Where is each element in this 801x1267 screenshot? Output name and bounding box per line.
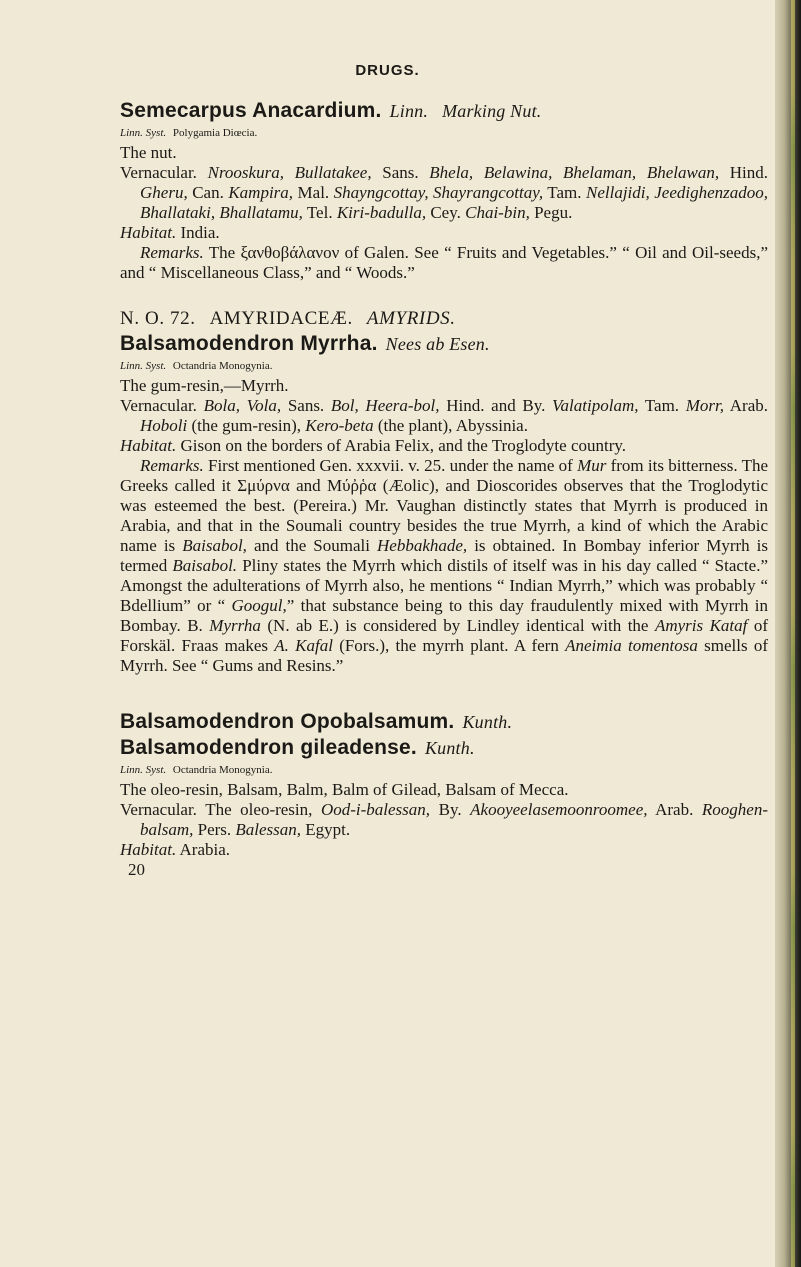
italic-run: Bola, Vola, <box>203 396 282 415</box>
vernacular-text <box>140 396 768 435</box>
italic-run: Morr, <box>685 396 725 415</box>
habitat <box>120 840 768 860</box>
species-name: Semecarpus Anacardium. <box>120 99 382 122</box>
system-value: Polygamia Diœcia. <box>172 127 258 139</box>
italic-run: Chai-bin, <box>465 203 530 222</box>
italic-run: Ood-i-balessan, <box>320 800 431 819</box>
text-run: Cey. <box>426 203 466 222</box>
part-used: The nut. <box>120 143 177 162</box>
italic-run: Gheru, <box>140 183 188 202</box>
italic-run: Hoboli <box>140 416 188 435</box>
system-label: Linn. Syst. <box>120 127 167 139</box>
text-run: Pegu. <box>529 203 573 222</box>
page-edge <box>775 0 801 1267</box>
text-run: Mal. <box>293 183 334 202</box>
italic-run: Baisabol. <box>172 556 238 575</box>
remarks <box>120 456 768 676</box>
text-run: The ξανθοβάλανον of Galen. See “ Fruits and Vegetables.” “ Oil and Oil-seeds,” and “ Miscellaneous Class,” and “ Woods.” <box>120 243 768 282</box>
habitat-value: Arabia. <box>179 840 231 859</box>
text-run: Tel. <box>302 203 337 222</box>
italic-run: Aneimia tomentosa <box>565 636 698 655</box>
vernacular-label: Vernacular. <box>120 396 197 415</box>
family-name: AMYRIDACEÆ. <box>209 308 353 329</box>
text-run: Can. <box>187 183 229 202</box>
authority: Kunth. <box>462 712 513 732</box>
species-name: Balsamodendron gileadense. <box>120 736 417 759</box>
text-run: (the gum-resin), <box>187 416 306 435</box>
italic-run: Kiri-badulla, <box>336 203 427 222</box>
text-run: Arab. <box>724 396 768 415</box>
text-run: Hind. <box>719 163 768 182</box>
remarks-text <box>120 243 768 282</box>
remarks <box>120 243 768 283</box>
linnaean-system <box>120 124 768 143</box>
text-run: Hind. and By. <box>439 396 553 415</box>
species-name: Balsamodendron Myrrha. <box>120 332 378 355</box>
family-code: N. O. 72. <box>120 308 196 329</box>
species-name: Balsamodendron Opobalsamum. <box>120 710 455 733</box>
text-run: and the Soumali <box>246 536 378 555</box>
text-run: of Forskäl. Fraas makes <box>120 616 769 655</box>
system-value: Octandria Monogynia. <box>172 764 273 776</box>
vernacular-label: Vernacular. <box>120 800 197 819</box>
italic-run: Kero-beta <box>305 416 374 435</box>
habitat-label: Habitat. <box>120 223 177 242</box>
remarks-text <box>120 456 768 675</box>
text-run: from its bitterness. The Greeks called it Σμύρνα and Μύῤῥα (Æolic), and Dioscorides observes that the Troglodytic was esteemed the best. (Pereira.) Mr. Vaughan distinctly states that Myrrh is produced in Arabia, and that in the Soumali country besides the true Myrrh, a kind of which the Arabic name is <box>120 456 769 555</box>
system-label: Linn. Syst. <box>120 360 167 372</box>
page-edge-stain <box>791 0 795 1267</box>
entry-title <box>120 735 768 761</box>
text-run: is obtained. In Bombay inferior Myrrh is termed <box>120 536 769 575</box>
habitat-label: Habitat. <box>120 436 177 455</box>
italic-run: Hebbakhade, <box>377 536 468 555</box>
text-run: ” that substance being to this day fraudulently mixed with Myrrh in Bombay. B. <box>120 596 768 635</box>
italic-run: Amyris Kataf <box>654 616 748 635</box>
vernacular-names <box>120 396 768 436</box>
habitat-value: India. <box>180 223 220 242</box>
text-run: The oleo-resin, <box>205 800 321 819</box>
common-name: Marking Nut. <box>442 101 542 121</box>
text-run: First mentioned Gen. xxxvii. v. 25. under the name of <box>208 456 578 475</box>
text-run: (the plant), Abyssinia. <box>373 416 528 435</box>
italic-run: Balessan, <box>235 820 302 839</box>
habitat <box>120 436 768 456</box>
italic-run: Nellajidi, Jeedighenzadoo, Bhallataki, Bhallatamu, <box>140 183 768 222</box>
italic-run: Nrooskura, Bullatakee, <box>207 163 372 182</box>
part-used: The oleo-resin, Balsam, Balm, Balm of Gilead, Balsam of Mecca. <box>120 780 569 799</box>
text-run: (N. ab E.) is considered by Lindley identical with the <box>260 616 655 635</box>
italic-run: Baisabol, <box>182 536 247 555</box>
habitat-value: Gison on the borders of Arabia Felix, and the Troglodyte country. <box>180 436 627 455</box>
italic-run: Bhela, Belawina, Bhelaman, Bhelawan, <box>429 163 720 182</box>
entry-title <box>120 331 768 357</box>
italic-run: Bol, Heera-bol, <box>330 396 440 415</box>
italic-run: Myrrha <box>209 616 261 635</box>
page-number: 20 <box>128 860 145 879</box>
vernacular-names <box>120 163 768 223</box>
italic-run: Googul, <box>231 596 287 615</box>
habitat <box>120 223 768 243</box>
linnaean-system <box>120 357 768 376</box>
text-run: Tam. <box>543 183 586 202</box>
text-run: Arab. <box>647 800 702 819</box>
text-run: (Fors.), the myrrh plant. A fern <box>332 636 566 655</box>
system-label: Linn. Syst. <box>120 764 167 776</box>
vernacular-text <box>140 800 768 839</box>
text-run: smells of Myrrh. See “ Gums and Resins.” <box>120 636 768 675</box>
vernacular-names <box>120 800 768 840</box>
italic-run: A. Kafal <box>274 636 333 655</box>
linnaean-system <box>120 761 768 780</box>
text-run: Sans. <box>281 396 331 415</box>
running-head: DRUGS. <box>355 62 420 79</box>
page-content <box>120 98 768 880</box>
text-run: Pers. <box>193 820 236 839</box>
entry-title <box>120 709 768 735</box>
authority: Kunth. <box>424 738 475 758</box>
vernacular-label: Vernacular. <box>120 163 197 182</box>
remarks-label: Remarks. <box>140 243 204 262</box>
text-run: Egypt. <box>301 820 351 839</box>
habitat-label: Habitat. <box>120 840 177 859</box>
text-run: Tam. <box>638 396 686 415</box>
authority: Nees ab Esen. <box>385 334 490 354</box>
authority: Linn. <box>389 101 429 121</box>
text-run: By. <box>430 800 471 819</box>
system-value: Octandria Monogynia. <box>172 360 273 372</box>
italic-run: Akooyeelasemoonroomee, <box>470 800 648 819</box>
italic-run: Rooghen-balsam, <box>140 800 769 839</box>
italic-run: Shayngcottay, Shayrangcottay, <box>333 183 544 202</box>
italic-run: Mur <box>577 456 607 475</box>
entry-title <box>120 98 768 124</box>
remarks-label: Remarks. <box>140 456 204 475</box>
italic-run: Valatipolam, <box>552 396 639 415</box>
vernacular-text <box>140 163 768 222</box>
italic-run: Kampira, <box>228 183 294 202</box>
text-run: Pliny states the Myrrh which distils of itself was in his day called “ Stacte.” Amongst the adulterations of Myrrh also, he mentions “ Indian Myrrh,” which was probably “ Bdellium” or “ <box>120 556 768 615</box>
family-heading <box>120 307 768 331</box>
family-common: AMYRIDS. <box>366 308 456 329</box>
part-used: The gum-resin,—Myrrh. <box>120 376 289 395</box>
text-run: Sans. <box>371 163 430 182</box>
